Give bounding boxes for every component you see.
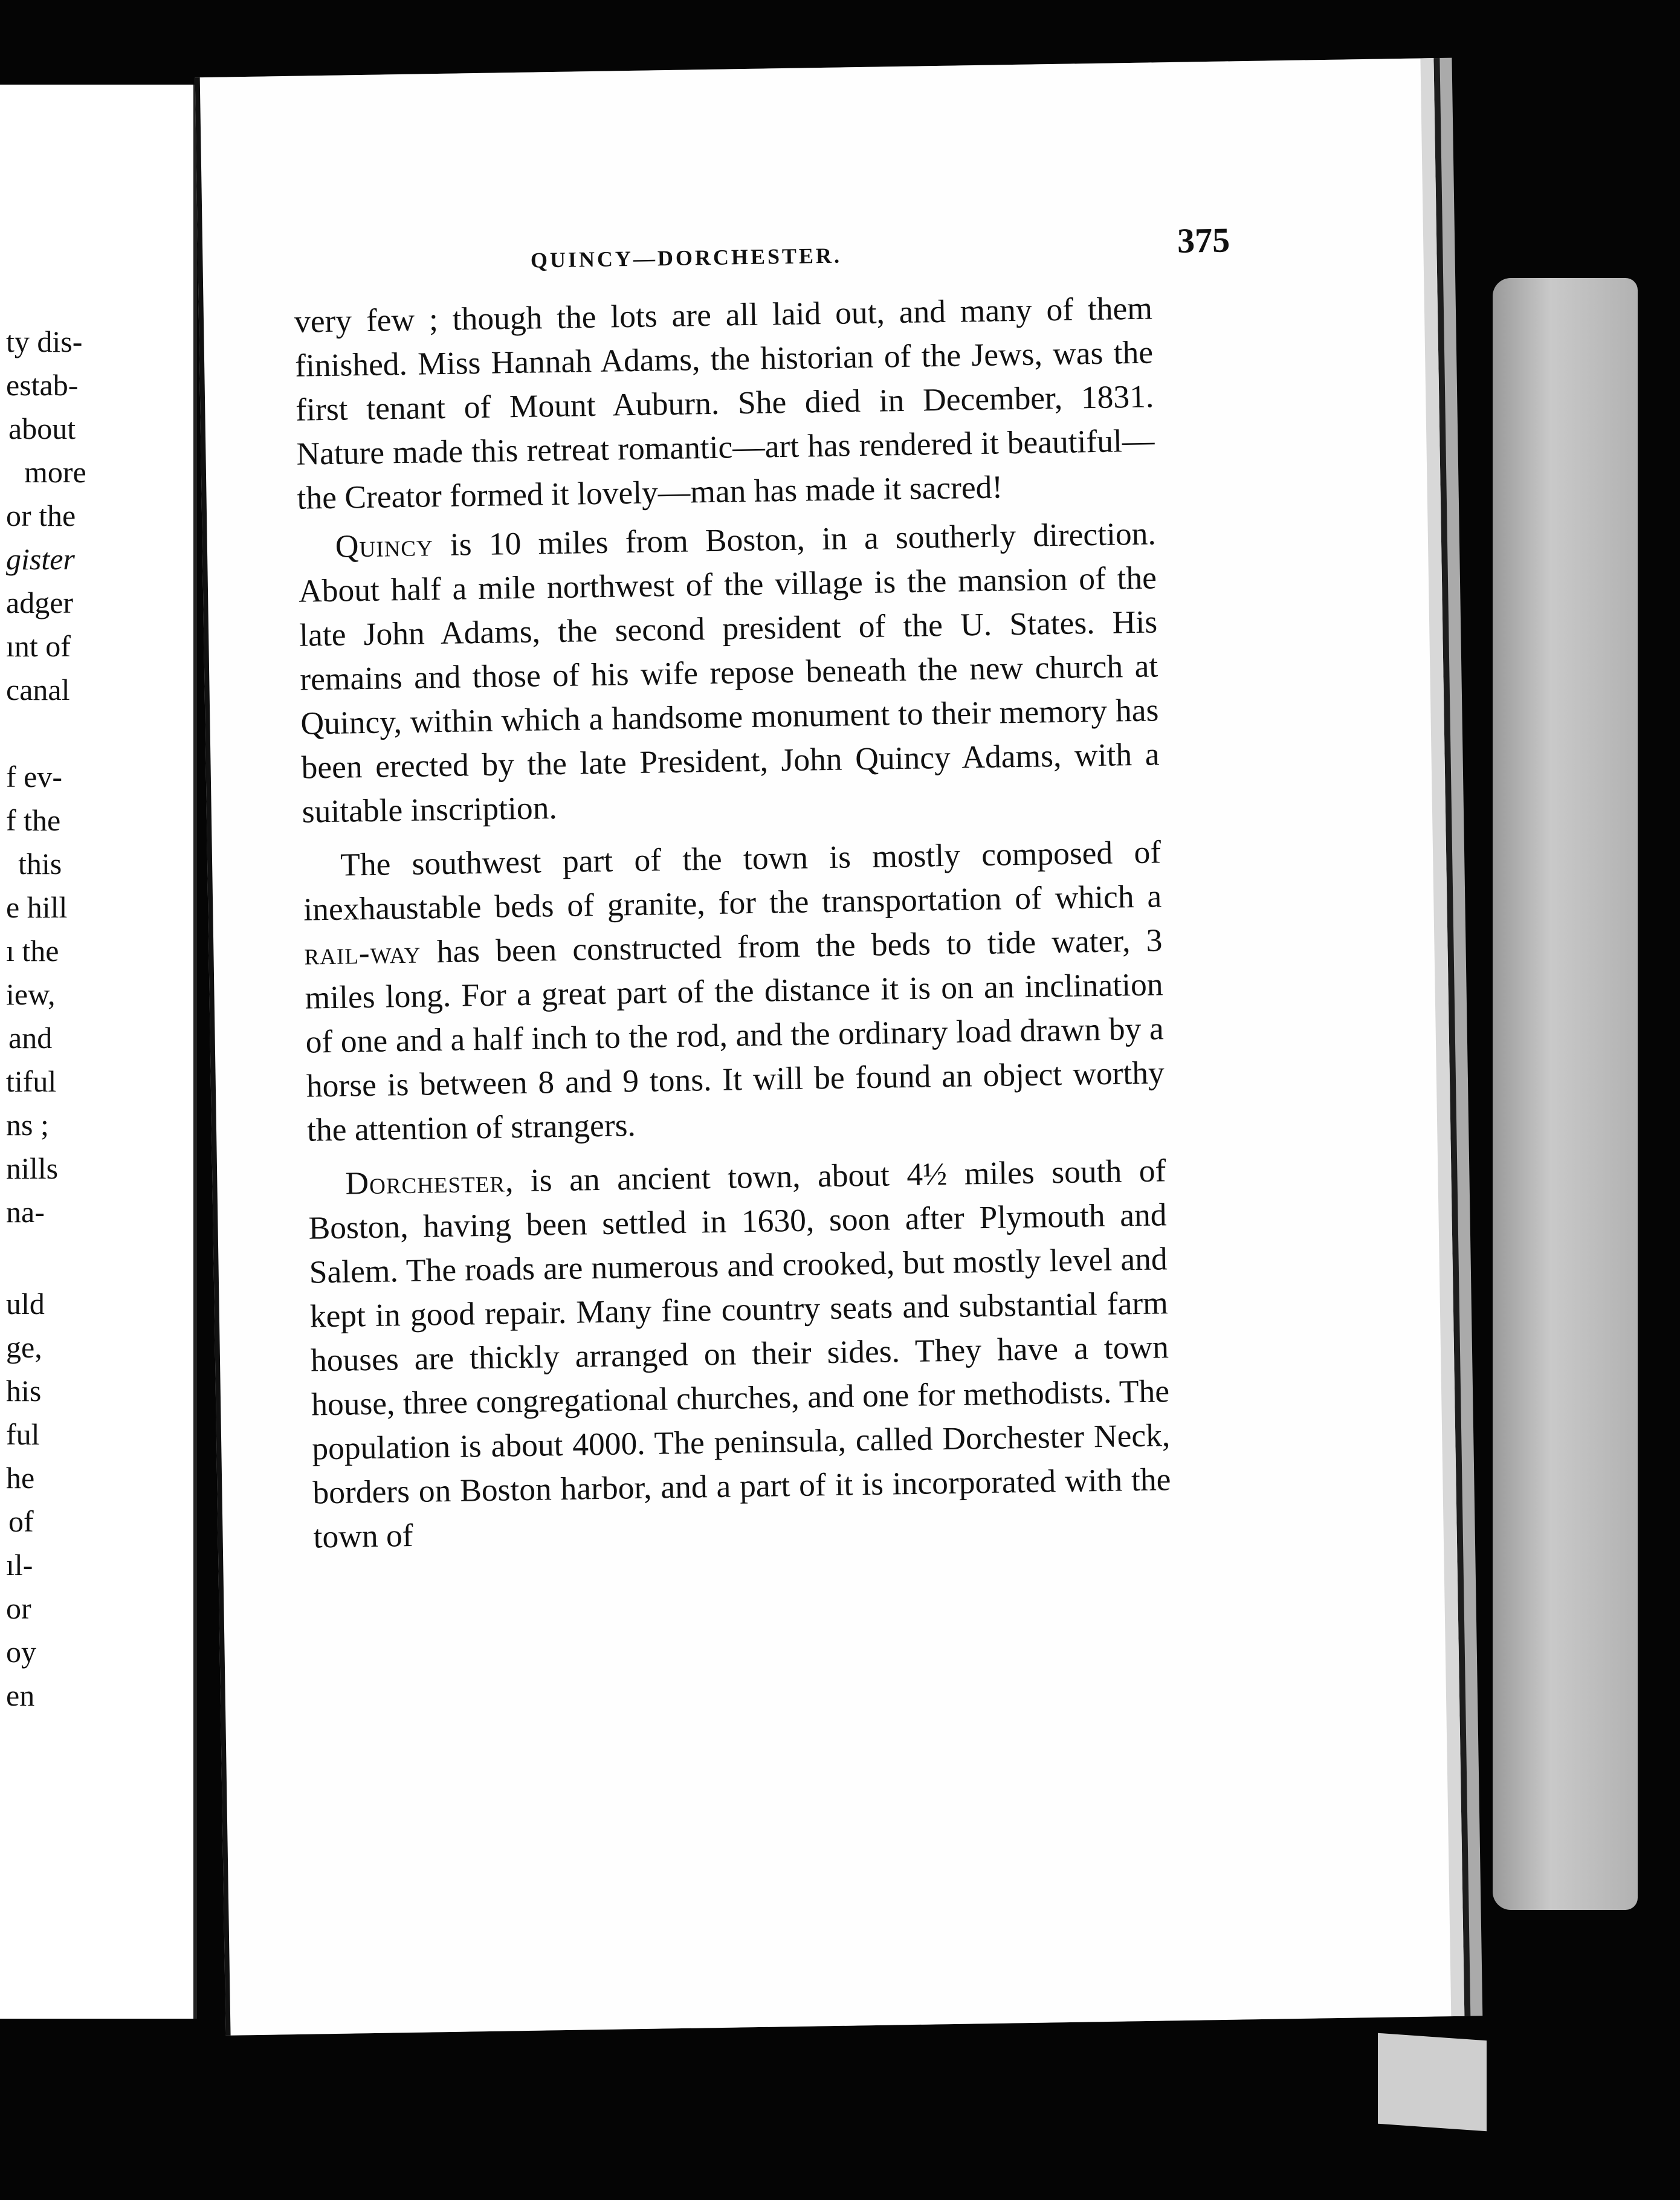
section-lead-quincy: Quincy xyxy=(335,526,434,565)
paragraph-dorchester xyxy=(308,1148,1172,1559)
left-page-line: ı the xyxy=(6,934,59,968)
left-page-line: or xyxy=(6,1591,31,1625)
left-page-line: and xyxy=(8,1021,53,1055)
paragraph-text: has been constructed from the beds to tide water, 3 miles long. For a great part of the distance it is on an inclination of one and a half inch to the rod, and the ordinary load drawn by a horse is between 8 and 9 tons. It will be found an object worthy the attention of strangers. xyxy=(305,922,1165,1148)
left-page-line: en xyxy=(6,1678,35,1712)
left-page-line: e hill xyxy=(6,890,68,924)
back-page-corner xyxy=(1378,2033,1487,2132)
paragraph-quincy xyxy=(297,511,1160,833)
left-page-line: nills xyxy=(6,1151,59,1185)
left-page-line: or the xyxy=(6,499,76,532)
left-page-line: estab- xyxy=(6,368,79,402)
left-page-line: ty dis- xyxy=(6,325,83,358)
left-page-line: ge, xyxy=(6,1330,42,1364)
left-page-line: ıl- xyxy=(6,1548,33,1582)
left-page-line: f ev- xyxy=(6,760,62,794)
left-page-line: his xyxy=(6,1374,42,1408)
left-page-line: canal xyxy=(6,673,70,707)
left-page-line: adger xyxy=(6,586,74,620)
paragraph-text: is 10 miles from Boston, in a southerly direction. About half a mile northwest of the village is the mansion of the late John Adams, the second president of the U. States. His remains and those of his wife repose beneath the new church at Quincy, within which a handsome monument to their memory has been erected by the late President, John Quincy Adams, with a suitable inscription. xyxy=(298,515,1160,830)
left-page-line: ınt of xyxy=(6,629,71,663)
running-head: QUINCY—DORCHESTER. xyxy=(530,243,842,273)
page-number: 375 xyxy=(1177,220,1230,260)
left-page-line: more xyxy=(24,455,86,489)
left-page-line: oy xyxy=(6,1635,36,1669)
paragraph-mount-auburn xyxy=(294,286,1155,520)
page-body xyxy=(294,286,1172,1568)
left-page-line: ns ; xyxy=(6,1108,49,1142)
term-railway: rail-way xyxy=(303,933,421,972)
paragraph-text: very few ; though the lots are all laid out, and many of them finished. Miss Hannah Adams, the historian of the Jews, was the first tenant of Mount Auburn. She died in December, 1831. Nature made this retreat romantic—art has rendered it beautiful—the Creator formed it lovely—man has made it sacred! xyxy=(294,290,1155,516)
left-page-line: this xyxy=(18,847,62,881)
left-page-line: f the xyxy=(6,803,61,837)
left-page-line: tiful xyxy=(6,1064,57,1098)
left-page-line: of xyxy=(8,1504,34,1538)
left-page-line: gister xyxy=(6,542,75,576)
paragraph-text: The southwest part of the town is mostly composed of inexhaustable beds of granite, for the transportation of which a xyxy=(303,833,1162,928)
left-page-line: na- xyxy=(6,1195,45,1229)
book-page xyxy=(195,58,1465,2036)
section-lead-dorchester: Dorchester xyxy=(344,1162,506,1202)
left-page-line: uld xyxy=(6,1287,45,1321)
paragraph-granite xyxy=(303,830,1166,1152)
left-page-line: ful xyxy=(6,1417,40,1451)
paragraph-text: , is an ancient town, about 4½ miles south of Boston, having been settled in 1630, soon after Plymouth and Salem. The roads are numerous and crooked, but mostly level and kept in good repair. Many fine country seats and substantial farm houses are thickly arranged on their sides. They have a town house, three congregational churches, and one for methodists. The population is about 4000. The peninsula, called Dorchester Neck, borders on Boston harbor, and a part of it is incorporated with the town of xyxy=(308,1152,1171,1555)
left-page-line: about xyxy=(8,412,76,445)
left-page-line: he xyxy=(6,1461,35,1495)
left-page-line: iew, xyxy=(6,977,56,1011)
left-page xyxy=(0,85,197,2019)
back-page-edge xyxy=(1493,278,1638,1910)
